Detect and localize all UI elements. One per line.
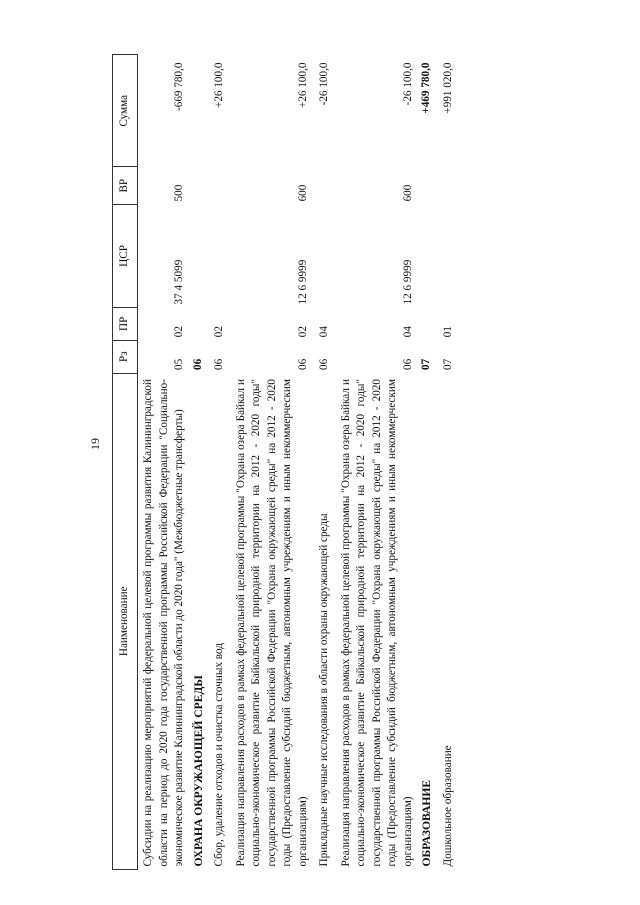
cell-sum: +469 780,0 [420,62,432,114]
cell-pr: 02 [296,326,309,338]
cell-csr [191,204,210,307]
cell-name: Субсидии на реализацию мероприятий федеральной целевой программы развития Калининградской области на период до 2020 года государственной программы Российской Федерации "Социально-экономическое развитие Калининградской области до 2020 года" (Межбюджетные трансферты) [142,379,185,867]
cell-rz: 05 [173,358,185,371]
table-row [231,55,315,870]
cell-vr: 500 [173,184,185,202]
cell-csr: 12 6 9999 [296,259,309,305]
header-csr: ЦСР [113,204,138,307]
cell-name: Реализация направления расходов в рамках федеральной целевой программы "Охрана озера Байкал и социально-экономическое развитие Байкальской природной территории на 2012 - 2020 годы" государственной программы Российской Федерации "Охрана окружающей среды" на 2012 - 2020 годы (Предоставление субсидий бюджетным, автономным учреждениям и иным некоммерческим организациям) [234,379,309,867]
cell-sum: +26 100,0 [296,62,309,108]
header-name: Наименование [113,373,138,869]
cell-sum: -26 100,0 [401,62,414,106]
cell-pr: 04 [318,326,330,338]
cell-csr: 12 6 9999 [401,259,414,305]
cell-vr [438,167,460,204]
table-row [438,55,460,870]
cell-vr [191,167,210,204]
cell-vr: 600 [401,184,414,202]
header-sum: Сумма [113,55,138,167]
cell-name: Прикладные научные исследования в области охраны окружающей среды [318,513,330,867]
table-body [138,55,460,870]
cell-pr [191,307,210,340]
cell-csr: 37 4 5099 [173,259,185,305]
table-row [336,55,420,870]
cell-vr [209,167,231,204]
table-header [113,55,138,870]
cell-name: ОХРАНА ОКРУЖАЮЩЕЙ СРЕДЫ [191,675,205,867]
cell-rz: 06 [213,358,225,371]
header-vr: ВР [113,167,138,204]
table-row [314,55,336,870]
section-row [419,55,438,870]
table-row [138,55,191,870]
cell-sum: -669 780,0 [173,62,185,111]
cell-csr [314,204,336,307]
cell-pr [419,307,438,340]
cell-rz: 07 [441,358,454,371]
cell-csr [209,204,231,307]
cell-rz: 06 [296,358,309,371]
section-row [191,55,210,870]
cell-name: Дошкольное образование [441,745,454,867]
table-row [209,55,231,870]
cell-vr [419,167,438,204]
cell-name: Реализация направления расходов в рамках федеральной целевой программы "Охрана озера Байкал и социально-экономическое развитие Байкальской природной территории на 2012 - 2020 годы" государственной программы Российской Федерации "Охрана окружающей среды" на 2012 - 2020 годы (Предоставление субсидий бюджетным, автономным учреждениям и иным некоммерческим организациям) [339,379,414,867]
cell-rz: 06 [318,358,330,371]
cell-sum: -26 100,0 [318,62,330,106]
cell-pr: 01 [441,326,454,338]
cell-rz: 07 [420,358,432,371]
header-pr: ПР [113,307,138,340]
cell-name: Сбор, удаление отходов и очистка сточных вод [213,643,225,867]
cell-name: ОБРАЗОВАНИЕ [420,779,433,867]
cell-csr [419,204,438,307]
header-rz: Рз [113,340,138,373]
cell-pr: 02 [213,326,225,338]
cell-rz: 06 [191,358,204,371]
budget-table [112,54,459,870]
page-number: 19 [88,438,102,450]
cell-pr: 04 [401,326,414,338]
cell-rz: 06 [401,358,414,371]
cell-vr: 600 [296,184,309,202]
cell-sum: +991 020,0 [441,62,454,114]
cell-sum [191,55,210,167]
cell-csr [438,204,460,307]
cell-sum: +26 100,0 [213,62,225,108]
cell-vr [314,167,336,204]
cell-pr: 02 [173,326,185,338]
